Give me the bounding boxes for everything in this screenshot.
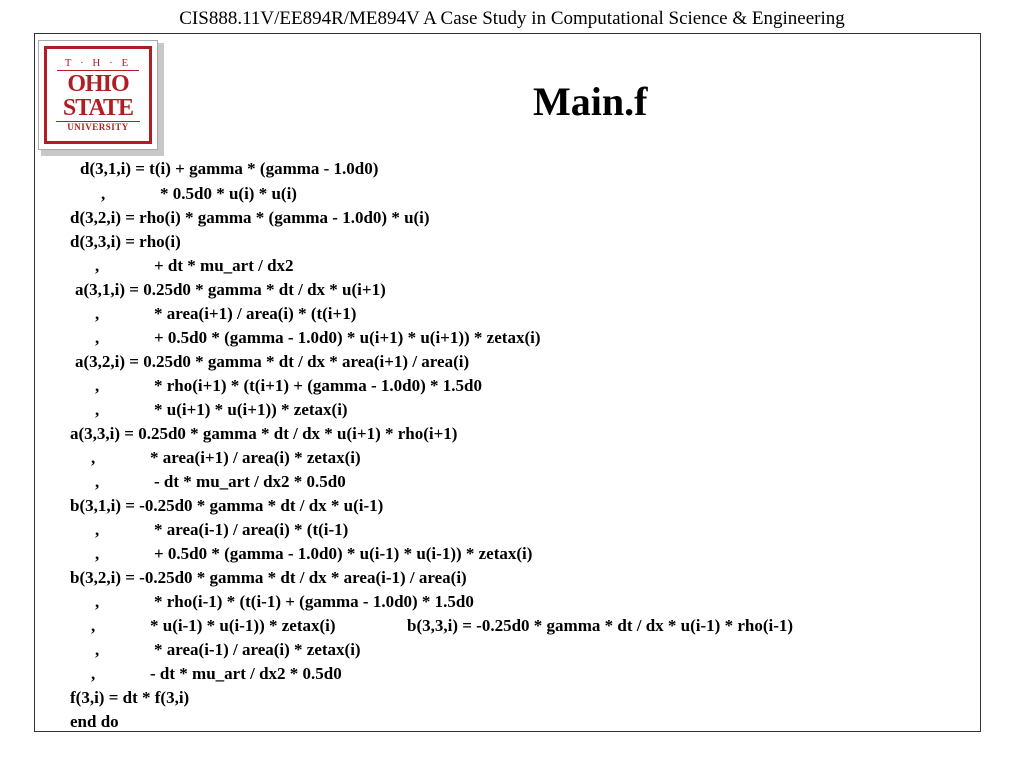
code-line: * area(i-1) / area(i) * (t(i-1) (154, 520, 349, 539)
code-line: * area(i-1) / area(i) * zetax(i) (154, 640, 361, 659)
code-line: + 0.5d0 * (gamma - 1.0d0) * u(i-1) * u(i-1)) * zetax(i) (154, 544, 533, 563)
logo-state-text: STATE (62, 95, 134, 121)
code-line: , (95, 328, 100, 347)
code-line: * u(i-1) * u(i-1)) * zetax(i) (150, 616, 336, 635)
code-line: , (95, 544, 100, 563)
code-line: d(3,2,i) = rho(i) * gamma * (gamma - 1.0d0) * u(i) (70, 208, 430, 227)
code-line: * u(i+1) * u(i+1)) * zetax(i) (154, 400, 348, 419)
code-line: end do (70, 712, 119, 731)
code-line: a(3,1,i) = 0.25d0 * gamma * dt / dx * u(i+1) (75, 280, 386, 299)
slide-header: CIS888.11V/EE894R/ME894V A Case Study in Computational Science & Engineering (179, 8, 845, 29)
code-line: * 0.5d0 * u(i) * u(i) (160, 184, 297, 203)
code-line: , (95, 376, 100, 395)
code-line: d(3,3,i) = rho(i) (70, 232, 181, 251)
logo-ohio-text: OHIO (67, 71, 129, 97)
code-line: d(3,1,i) = t(i) + gamma * (gamma - 1.0d0) (80, 159, 379, 178)
code-line: b(3,3,i) = -0.25d0 * gamma * dt / dx * u(i-1) * rho(i-1) (407, 616, 794, 635)
code-line: , (95, 304, 100, 323)
code-line: + dt * mu_art / dx2 (154, 256, 294, 275)
code-line: , (101, 184, 106, 203)
code-line: , (95, 640, 100, 659)
code-line: b(3,1,i) = -0.25d0 * gamma * dt / dx * u(i-1) (70, 496, 384, 515)
slide-title: Main.f (533, 79, 648, 124)
code-line: - dt * mu_art / dx2 * 0.5d0 (154, 472, 346, 491)
code-line: , (91, 616, 96, 635)
logo-border (44, 46, 152, 144)
code-line: b(3,2,i) = -0.25d0 * gamma * dt / dx * area(i-1) / area(i) (70, 568, 467, 587)
logo-the-text: T · H · E (57, 58, 139, 71)
code-line: , (95, 256, 100, 275)
code-line: * area(i+1) / area(i) * (t(i+1) (154, 304, 357, 323)
logo-university-text: UNIVERSITY (56, 121, 140, 132)
code-line: a(3,3,i) = 0.25d0 * gamma * dt / dx * u(i+1) * rho(i+1) (70, 424, 458, 443)
code-line: f(3,i) = dt * f(3,i) (70, 688, 190, 707)
code-line: , (91, 664, 96, 683)
code-line: , (95, 520, 100, 539)
code-line: a(3,2,i) = 0.25d0 * gamma * dt / dx * area(i+1) / area(i) (75, 352, 470, 371)
code-line: , (95, 472, 100, 491)
ohio-state-logo (38, 40, 158, 150)
code-line: * rho(i+1) * (t(i+1) + (gamma - 1.0d0) * 1.5d0 (154, 376, 482, 395)
code-line: , (95, 400, 100, 419)
code-line: * area(i+1) / area(i) * zetax(i) (150, 448, 361, 467)
code-line: * rho(i-1) * (t(i-1) + (gamma - 1.0d0) * 1.5d0 (154, 592, 474, 611)
code-line: - dt * mu_art / dx2 * 0.5d0 (150, 664, 342, 683)
code-line: , (95, 592, 100, 611)
code-line: + 0.5d0 * (gamma - 1.0d0) * u(i+1) * u(i+1)) * zetax(i) (154, 328, 541, 347)
code-line: , (91, 448, 96, 467)
